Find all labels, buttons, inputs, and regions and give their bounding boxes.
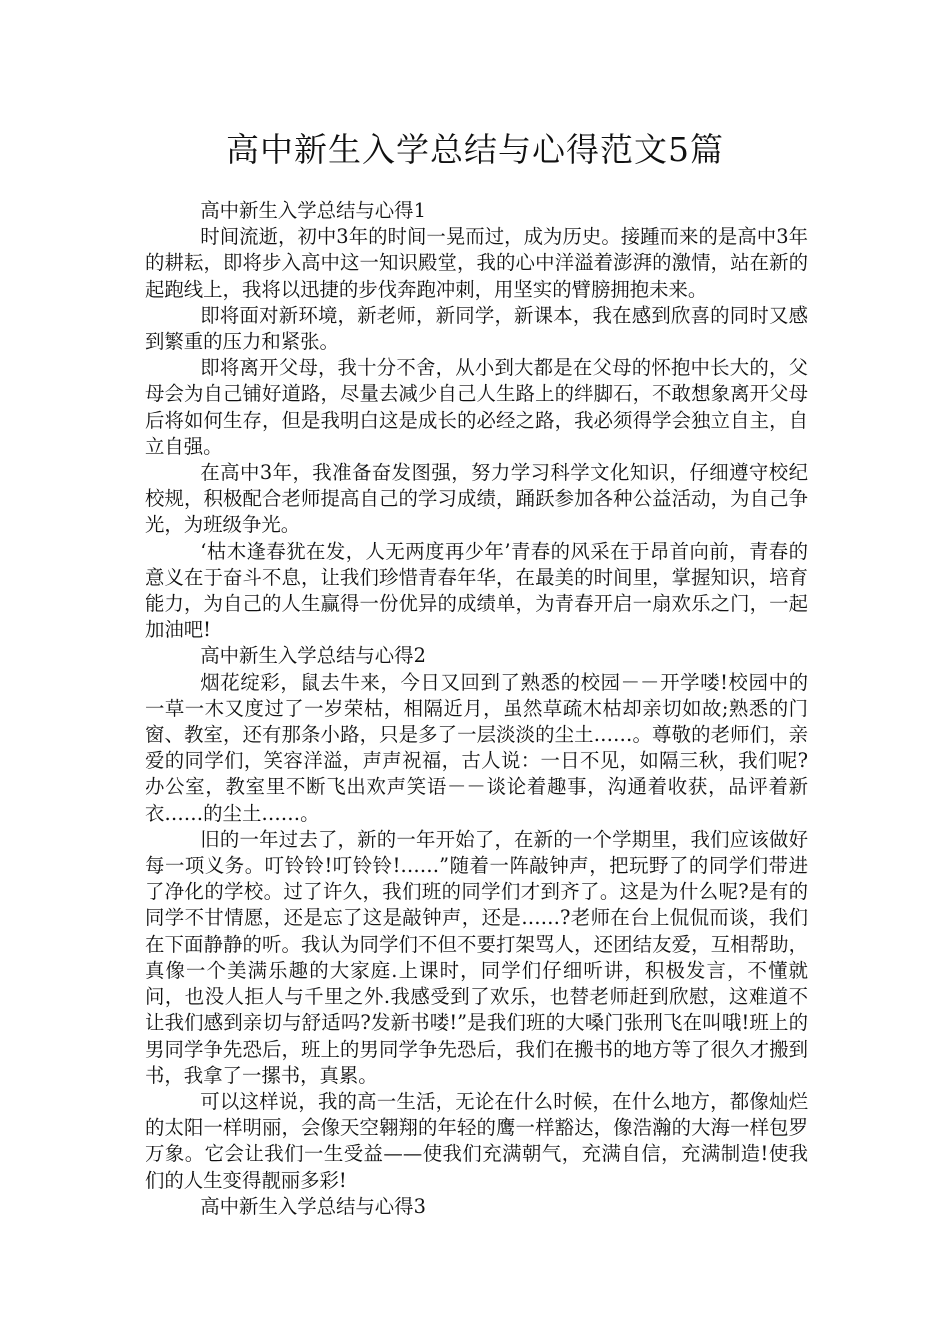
section-heading-3: 高中新生入学总结与心得3: [200, 1194, 426, 1218]
section-heading-1: 高中新生入学总结与心得1: [200, 199, 426, 222]
section-heading-2: 高中新生入学总结与心得2: [200, 644, 426, 668]
paragraph: 即将面对新环境，新老师，新同学，新课本，我在感到欣喜的同时又感到繁重的压力和紧张。: [145, 303, 808, 354]
paragraph: 即将离开父母，我十分不舍，从小到大都是在父母的怀抱中长大的，父母会为自己铺好道路，尽量去减少自己人生路上的绊脚石，不敢想象离开父母后将如何生存，但是我明白这是成长的必经之路，我必须得学会独立自主，自立自强。: [145, 356, 808, 458]
paragraph: 在高中3年，我准备奋发图强，努力学习科学文化知识，仔细遵守校纪校规，积极配合老师提高自己的学习成绩，踊跃参加各种公益活动，为自己争光，为班级争光。: [145, 461, 808, 537]
paragraph: 时间流逝，初中3年的时间一晃而过，成为历史。接踵而来的是高中3年的耕耘，即将步入高中这一知识殿堂，我的心中洋溢着澎湃的激情，站在新的起跑线上，我将以迅捷的步伐奔跑冲刺，用坚实的臂膀拥抱未来。: [145, 225, 808, 301]
paragraph: 旧的一年过去了，新的一年开始了，在新的一个学期里，我们应该做好每一项义务。叮铃铃!叮铃铃!……”随着一阵敲钟声，把玩野了的同学们带进了净化的学校。过了许久，我们班的同学们才到齐了。这是为什么呢?是有的同学不甘情愿，还是忘了这是敲钟声，还是……?老师在台上侃侃而谈，我们在下面静静的听。我认为同学们不但不要打架骂人，还团结友爱，互相帮助，真像一个美满乐趣的大家庭.上课时，同学们仔细听讲，积极发言，不懂就问，也没人拒人与千里之外.我感受到了欢乐，也替老师赶到欣慰，这难道不让我们感到亲切与舒适吗?发新书喽!”是我们班的大嗓门张刑飞在叫哦!班上的男同学争先恐后，班上的男同学争先恐后，我们在搬书的地方等了很久才搬到书，我拿了一摞书，真累。: [145, 827, 808, 1087]
paragraph: ‘枯木逢春犹在发，人无两度再少年’青春的风采在于昂首向前，青春的意义在于奋斗不息，让我们珍惜青春年华，在最美的时间里，掌握知识，培育能力，为自己的人生赢得一份优异的成绩单，为青春开启一扇欢乐之门，一起加油吧!: [145, 539, 808, 642]
document-body: [145, 198, 808, 1220]
paragraph: 烟花绽彩，鼠去牛来，今日又回到了熟悉的校园－－开学喽!校园中的一草一木又度过了一岁荣枯，相隔近月，虽然草疏木枯却亲切如故;熟悉的门窗、教室，还有那条小路，只是多了一层淡淡的尘土……。尊敬的老师们，亲爱的同学们，笑容洋溢，声声祝福，古人说：一日不见，如隔三秋，我们呢?办公室，教室里不断飞出欢声笑语－－谈论着趣事，沟通着收获，品评着新衣……的尘土……。: [145, 670, 808, 825]
paragraph: 可以这样说，我的高一生活，无论在什么时候，在什么地方，都像灿烂的太阳一样明丽，会像天空翱翔的年轻的鹰一样豁达，像浩瀚的大海一样包罗万象。它会让我们一生受益——使我们充满朝气，充满自信，充满制造!使我们的人生变得靓丽多彩!: [145, 1089, 808, 1192]
document-title: 高中新生入学总结与心得范文5篇: [226, 130, 724, 169]
